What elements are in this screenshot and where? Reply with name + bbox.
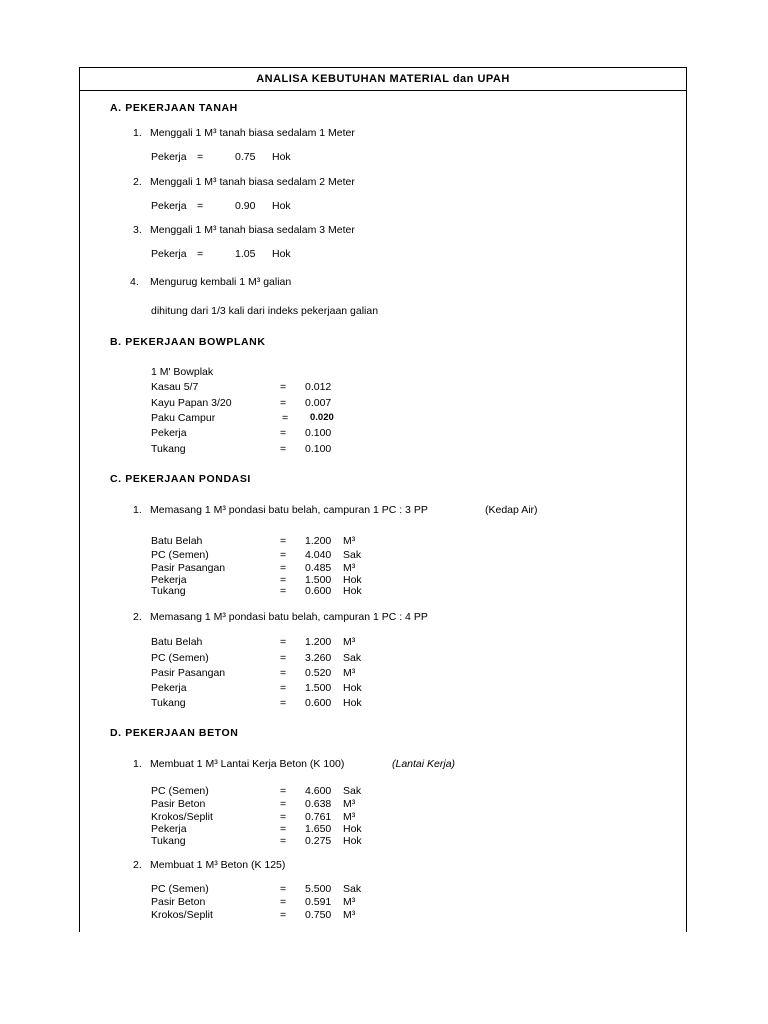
- section-c-item-1-row-5-value: 0.600: [305, 585, 332, 597]
- section-c-item-2-row-4-equals: =: [280, 682, 287, 694]
- section-d-item-1-row-1-value: 4.600: [305, 785, 332, 797]
- section-d-item-1-row-3-label: Krokos/Seplit: [151, 811, 213, 823]
- section-a-item-1-value: 0.75: [235, 151, 256, 163]
- section-d-item-2-row-3-equals: =: [280, 909, 287, 921]
- frame-left-border: [79, 67, 80, 932]
- section-d-item-2-row-2-label: Pasir Beton: [151, 896, 206, 908]
- section-c-item-2-row-3-unit: M³: [343, 667, 356, 679]
- section-c-item-2-row-2-label: PC (Semen): [151, 652, 209, 664]
- section-d-item-1-row-5-unit: Hok: [343, 835, 362, 847]
- section-d-item-1-row-5-value: 0.275: [305, 835, 332, 847]
- section-d-item-1-row-2-label: Pasir Beton: [151, 798, 206, 810]
- section-a-item-3-unit: Hok: [272, 248, 291, 260]
- section-b-heading: B. PEKERJAAN BOWPLANK: [110, 336, 266, 348]
- section-c-item-1-row-4-value: 1.500: [305, 574, 332, 586]
- section-c-item-1-row-3-equals: =: [280, 562, 287, 574]
- section-d-item-2-row-2-unit: M³: [343, 896, 356, 908]
- section-c-heading: C. PEKERJAAN PONDASI: [110, 473, 251, 485]
- section-c-item-1-row-5-equals: =: [280, 585, 287, 597]
- frame-right-border: [686, 67, 687, 932]
- section-c-item-1-row-2-value: 4.040: [305, 549, 332, 561]
- section-c-item-2-row-4-value: 1.500: [305, 682, 332, 694]
- section-d-item-1-row-4-value: 1.650: [305, 823, 332, 835]
- section-c-item-1-row-2-label: PC (Semen): [151, 549, 209, 561]
- section-b-row-4-value: 0.100: [305, 427, 332, 439]
- section-c-item-1-row-3-label: Pasir Pasangan: [151, 562, 226, 574]
- section-c-item-2-row-2-unit: Sak: [343, 652, 362, 664]
- section-a-item-2-number: 2.: [133, 176, 142, 188]
- section-b-row-2-label: Kayu Papan 3/20: [151, 397, 232, 409]
- section-c-item-2-row-4-unit: Hok: [343, 682, 362, 694]
- section-d-item-1-row-4-unit: Hok: [343, 823, 362, 835]
- section-a-item-1-number: 1.: [133, 127, 142, 139]
- section-d-item-2-row-3-unit: M³: [343, 909, 356, 921]
- section-b-row-5-equals: =: [280, 443, 287, 455]
- section-c-item-1-row-2-equals: =: [280, 549, 287, 561]
- section-c-item-1-row-4-equals: =: [280, 574, 287, 586]
- section-d-item-2-row-3-value: 0.750: [305, 909, 332, 921]
- section-d-item-2-row-1-label: PC (Semen): [151, 883, 209, 895]
- section-d-item-1-row-1-unit: Sak: [343, 785, 362, 797]
- section-a-item-3-description: Menggali 1 M³ tanah biasa sedalam 3 Meter: [150, 224, 355, 236]
- section-b-row-4-equals: =: [280, 427, 287, 439]
- section-b-row-3-label: Paku Campur: [151, 412, 216, 424]
- section-d-item-1-row-2-value: 0.638: [305, 798, 332, 810]
- section-d-heading: D. PEKERJAAN BETON: [110, 727, 239, 739]
- section-a-item-4-description: Mengurug kembali 1 M³ galian: [150, 276, 292, 288]
- section-b-row-1-value: 0.012: [305, 381, 332, 393]
- section-d-item-1-row-3-equals: =: [280, 811, 287, 823]
- section-c-item-2-number: 2.: [133, 611, 142, 623]
- section-a-item-2-label: Pekerja: [151, 200, 187, 212]
- section-b-row-2-equals: =: [280, 397, 287, 409]
- section-c-item-1-description: Memasang 1 M³ pondasi batu belah, campuran 1 PC : 3 PP: [150, 504, 428, 516]
- section-a-item-2-equals: =: [197, 200, 204, 212]
- section-c-item-2-row-1-equals: =: [280, 636, 287, 648]
- section-b-row-5-label: Tukang: [151, 443, 186, 455]
- section-a-heading: A. PEKERJAAN TANAH: [110, 102, 238, 114]
- section-a-item-4-note: dihitung dari 1/3 kali dari indeks pekerjaan galian: [151, 305, 379, 317]
- frame-top-border: [79, 67, 687, 68]
- section-d-item-1-row-3-value: 0.761: [305, 811, 332, 823]
- section-c-item-1-row-5-unit: Hok: [343, 585, 362, 597]
- section-b-row-3-equals: =: [282, 412, 289, 424]
- section-c-item-1-row-1-equals: =: [280, 535, 287, 547]
- section-c-item-1-row-3-unit: M³: [343, 562, 356, 574]
- section-a-item-3-equals: =: [197, 248, 204, 260]
- section-b-row-2-value: 0.007: [305, 397, 332, 409]
- section-b-row-4-label: Pekerja: [151, 427, 187, 439]
- section-d-item-1-row-5-equals: =: [280, 835, 287, 847]
- section-b-row-1-label: Kasau 5/7: [151, 381, 199, 393]
- section-c-item-2-row-5-equals: =: [280, 697, 287, 709]
- section-c-item-2-row-3-value: 0.520: [305, 667, 332, 679]
- section-a-item-4-number: 4.: [130, 276, 139, 288]
- section-d-item-2-row-2-equals: =: [280, 896, 287, 908]
- section-a-item-3-value: 1.05: [235, 248, 256, 260]
- section-d-item-1-row-2-equals: =: [280, 798, 287, 810]
- section-c-item-1-row-4-unit: Hok: [343, 574, 362, 586]
- section-d-item-1-number: 1.: [133, 758, 142, 770]
- section-c-item-1-number: 1.: [133, 504, 142, 516]
- section-a-item-1-description: Menggali 1 M³ tanah biasa sedalam 1 Meter: [150, 127, 355, 139]
- section-d-item-2-row-1-unit: Sak: [343, 883, 362, 895]
- section-c-item-1-note: (Kedap Air): [485, 504, 538, 516]
- section-b-row-3-value: 0.020: [310, 412, 334, 423]
- section-a-item-1-equals: =: [197, 151, 204, 163]
- section-d-item-1-row-4-equals: =: [280, 823, 287, 835]
- section-a-item-3-number: 3.: [133, 224, 142, 236]
- section-c-item-2-row-1-value: 1.200: [305, 636, 332, 648]
- section-c-item-2-row-3-equals: =: [280, 667, 287, 679]
- section-d-item-1-row-2-unit: M³: [343, 798, 356, 810]
- section-c-item-1-row-5-label: Tukang: [151, 585, 186, 597]
- section-c-item-2-description: Memasang 1 M³ pondasi batu belah, campuran 1 PC : 4 PP: [150, 611, 428, 623]
- section-d-item-1-row-4-label: Pekerja: [151, 823, 187, 835]
- section-d-item-2-row-1-equals: =: [280, 883, 287, 895]
- section-a-item-1-label: Pekerja: [151, 151, 187, 163]
- section-d-item-2-description: Membuat 1 M³ Beton (K 125): [150, 859, 286, 871]
- section-d-item-1-row-5-label: Tukang: [151, 835, 186, 847]
- section-d-item-1-row-1-equals: =: [280, 785, 287, 797]
- section-a-item-2-value: 0.90: [235, 200, 256, 212]
- section-c-item-1-row-4-label: Pekerja: [151, 574, 187, 586]
- section-a-item-2-unit: Hok: [272, 200, 291, 212]
- section-b-row-1-equals: =: [280, 381, 287, 393]
- section-c-item-2-row-5-value: 0.600: [305, 697, 332, 709]
- section-c-item-2-row-5-label: Tukang: [151, 697, 186, 709]
- title-bottom-border: [79, 90, 687, 91]
- section-a-item-1-unit: Hok: [272, 151, 291, 163]
- section-c-item-2-row-3-label: Pasir Pasangan: [151, 667, 226, 679]
- section-c-item-1-row-1-label: Batu Belah: [151, 535, 203, 547]
- section-c-item-2-row-5-unit: Hok: [343, 697, 362, 709]
- document-title: ANALISA KEBUTUHAN MATERIAL dan UPAH: [256, 73, 510, 85]
- section-c-item-1-row-1-unit: M³: [343, 535, 356, 547]
- section-a-item-3-label: Pekerja: [151, 248, 187, 260]
- section-d-item-1-description: Membuat 1 M³ Lantai Kerja Beton (K 100): [150, 758, 345, 770]
- section-a-item-2-description: Menggali 1 M³ tanah biasa sedalam 2 Meter: [150, 176, 355, 188]
- section-d-item-1-row-3-unit: M³: [343, 811, 356, 823]
- section-c-item-2-row-2-equals: =: [280, 652, 287, 664]
- section-d-item-2-row-1-value: 5.500: [305, 883, 332, 895]
- section-d-item-2-row-2-value: 0.591: [305, 896, 332, 908]
- section-d-item-1-row-1-label: PC (Semen): [151, 785, 209, 797]
- section-c-item-2-row-1-unit: M³: [343, 636, 356, 648]
- section-c-item-2-row-1-label: Batu Belah: [151, 636, 203, 648]
- section-c-item-2-row-2-value: 3.260: [305, 652, 332, 664]
- section-c-item-2-row-4-label: Pekerja: [151, 682, 187, 694]
- section-b-row-5-value: 0.100: [305, 443, 332, 455]
- section-b-subtitle: 1 M' Bowplak: [151, 366, 214, 378]
- section-d-item-2-row-3-label: Krokos/Seplit: [151, 909, 213, 921]
- section-c-item-1-row-1-value: 1.200: [305, 535, 332, 547]
- section-c-item-1-row-3-value: 0.485: [305, 562, 332, 574]
- section-d-item-1-note: (Lantai Kerja): [392, 758, 456, 770]
- section-c-item-1-row-2-unit: Sak: [343, 549, 362, 561]
- section-d-item-2-number: 2.: [133, 859, 142, 871]
